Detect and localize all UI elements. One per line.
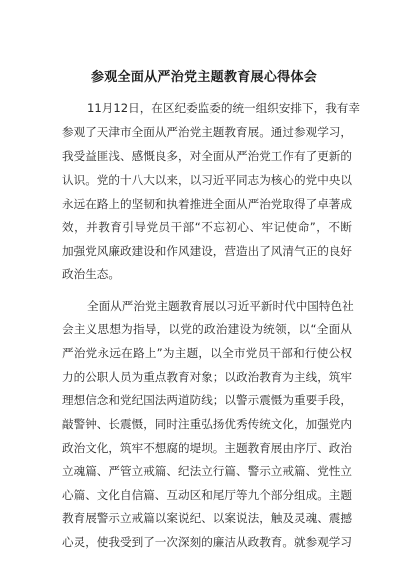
text-line: 效，并教育引导党员干部“不忘初心、牢记使命”，不断 — [62, 220, 352, 234]
text-line: 会主义思想为指导，以党的政治建设为统领，以“全面从 — [62, 322, 352, 336]
text-line: 教育展警示立戒篇以案说纪、以案说法，触及灵魂、震撼 — [62, 511, 352, 525]
text-line: 全面从严治党主题教育展以习近平新时代中国特色社 — [87, 299, 354, 313]
text-line: 严治党永远在路上”为主题，以全市党员干部和行使公权 — [62, 346, 352, 360]
text-line: 力的公职人员为重点教育对象；以政治教育为主线，筑牢 — [62, 370, 352, 384]
text-line: 认识。党的十八大以来，以习近平同志为核心的党中央以 — [62, 173, 352, 187]
text-line: 永远在路上的坚韧和执着推进全面从严治党取得了卓著成 — [62, 197, 352, 211]
text-line: 心灵，使我受到了一次深刻的廉洁从政教育。就参观学习 — [62, 535, 352, 549]
text-line: 心篇、文化自信篇、互动区和尾厅等九个部分组成。主题 — [62, 488, 352, 502]
text-line: 立魂篇、严管立戒篇、纪法立行篇、警示立戒篇、党性立 — [62, 464, 352, 478]
text-line: 加强党风廉政建设和作风建设，营造出了风清气正的良好 — [62, 244, 352, 258]
text-line: 参观了天津市全面从严治党主题教育展。通过参观学习， — [62, 125, 352, 139]
text-line: 理想信念和党纪国法两道防线；以警示震慑为重要手段， — [62, 393, 352, 407]
document-title: 参观全面从严治党主题教育展心得体会 — [90, 70, 318, 85]
text-line: 我受益匪浅、感慨良多，对全面从严治党工作有了更新的 — [62, 149, 352, 163]
text-line: 政治生态。 — [62, 267, 120, 281]
text-line: 政治文化，筑牢不想腐的堤坝。主题教育展由序厅、政治 — [62, 441, 352, 455]
text-line: 11月12日，在区纪委监委的统一组织安排下，我有幸 — [87, 101, 360, 115]
text-line: 敲警钟、长震慑，同时注重弘扬优秀传统文化，加强党内 — [62, 417, 352, 431]
